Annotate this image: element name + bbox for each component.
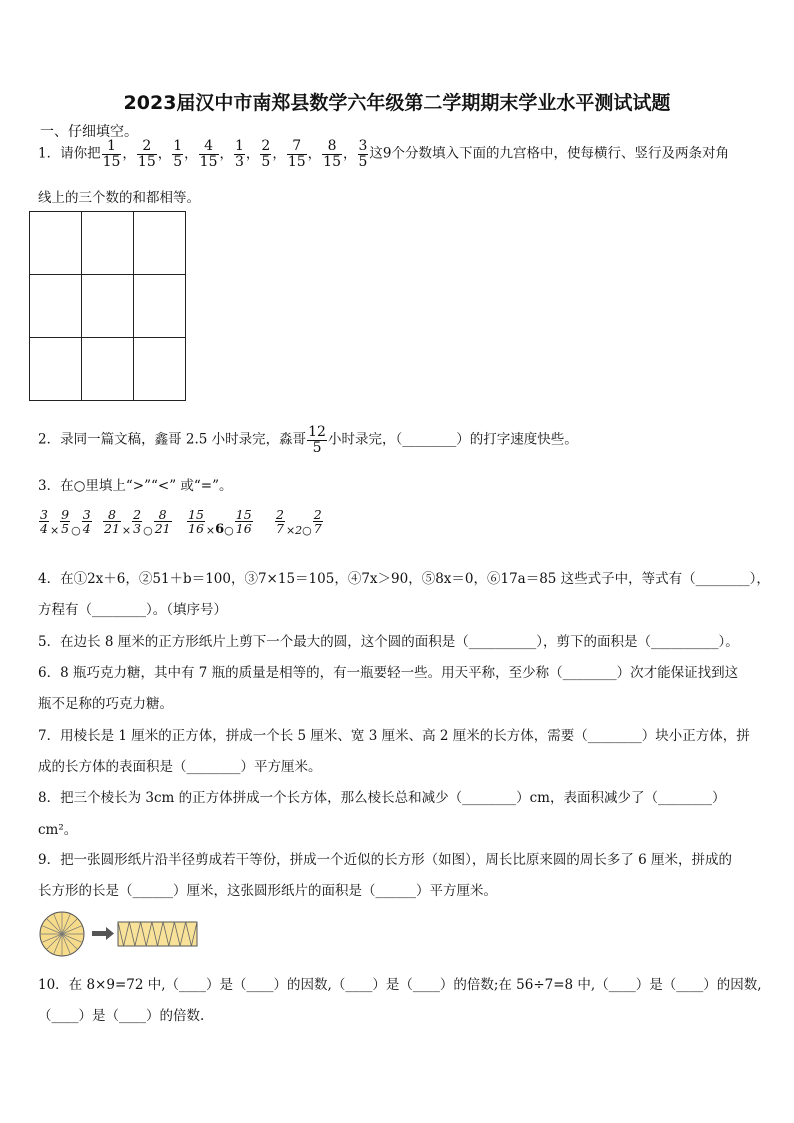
question-4-line-2: 方程有（________）。（填序号） xyxy=(38,602,227,618)
grid-cell[interactable] xyxy=(30,212,82,275)
q1-prefix: 1．请你把 xyxy=(38,145,101,162)
approx-rectangle xyxy=(118,922,197,946)
question-6-line-1: 6．8 瓶巧克力糖，其中有 7 瓶的质量是相等的，有一瓶要轻一些。用天平称，至少称（________）次才能保证找到这 xyxy=(38,665,739,681)
q1-fraction: $\frac{1}{5}$ xyxy=(173,138,183,170)
question-4-line-1: 4．在①2x＋6，②51＋b＝100，③7×15＝105，④7x＞90，⑤8x＝0，⑥17a＝85 这些式子中，等式有（________）， xyxy=(38,571,770,587)
q3-expression-1: $\frac{3}{4}$ $_\times$ $\frac{9}{5}$ $_○$ $\frac{3}{4}$ xyxy=(40,507,91,538)
question-10-line-2: （____）是（____）的倍数. xyxy=(38,1008,205,1024)
grid-cell[interactable] xyxy=(82,275,134,338)
question-2 xyxy=(38,425,760,455)
question-10-line-1: 10．在 8×9=72 中,（____）是（____）的因数,（____）是（____）的倍数;在 56÷7=8 中,（____）是（____）的因数, xyxy=(38,977,762,993)
grid-cell[interactable] xyxy=(134,338,186,401)
q2-text-b: 小时录完，（________）的打字速度快些。 xyxy=(327,431,578,448)
compare-circle[interactable]: ○ xyxy=(71,524,81,538)
section-heading: 一、仔细填空。 xyxy=(40,124,138,140)
grid-cell[interactable] xyxy=(30,275,82,338)
question-9-line-2: 长方形的长是（______）厘米，这张圆形纸片的面积是（______）平方厘米。 xyxy=(38,883,497,899)
q1-fraction: $\frac{2}{15}$ xyxy=(137,138,156,170)
q1-fraction: $\frac{3}{5}$ xyxy=(358,138,368,170)
q1-suffix: 这9个分数填入下面的九宫格中，使每横行、竖行及两条对角 xyxy=(369,145,730,162)
q1-fraction-list: $\frac{1}{15}$ ， $\frac{2}{15}$ ， $\frac{1}{5}$ ， $\frac{4}{15}$ ， $\frac{1}{3}$ ， $\frac{2}{5}$ ， $\frac{7}{15}$ ， $\frac{8}{15}$ ， $\frac{3}{5}$ xyxy=(102,138,368,170)
q1-fraction: $\frac{1}{3}$ xyxy=(235,138,244,170)
compare-circle[interactable]: ○ xyxy=(143,524,153,538)
q1-fraction: $\frac{4}{15}$ xyxy=(199,138,218,170)
question-7-line-2: 成的长方体的表面积是（________）平方厘米。 xyxy=(38,759,322,775)
q3-expression-3: $\frac{15}{16}$ $_\times 6_○$ $\frac{15}{16}$ xyxy=(188,507,252,538)
q1-fraction: $\frac{1}{15}$ xyxy=(102,138,121,170)
arrow-icon xyxy=(92,927,114,940)
question-1-line-1 xyxy=(38,139,760,169)
compare-circle[interactable]: ○ xyxy=(224,524,234,538)
question-5: 5．在边长 8 厘米的正方形纸片上剪下一个最大的圆，这个圆的面积是（__________），剪下的面积是（__________）。 xyxy=(38,634,739,650)
question-8-line-2: cm²。 xyxy=(38,822,78,838)
question-6-line-2: 瓶不足称的巧克力糖。 xyxy=(38,696,173,712)
q1-fraction: $\frac{2}{5}$ xyxy=(261,138,271,170)
q2-numerator: 12 xyxy=(308,424,326,440)
question-1-line-2: 线上的三个数的和都相等。 xyxy=(38,190,200,206)
question-7-line-1: 7．用棱长是 1 厘米的正方体，拼成一个长 5 厘米、宽 3 厘米、高 2 厘米的长方体，需要（________）块小正方体，拼 xyxy=(38,728,750,744)
sectored-circle xyxy=(40,912,84,956)
q2-denominator: 5 xyxy=(312,439,322,456)
grid-cell[interactable] xyxy=(30,338,82,401)
question-3: 3．在○里填上“>”“<” 或“=”。 xyxy=(38,478,233,494)
grid-cell[interactable] xyxy=(134,212,186,275)
q2-text-a: 2．录同一篇文稿，鑫哥 2.5 小时录完，淼哥 xyxy=(38,431,307,448)
q1-fraction: $\frac{8}{15}$ xyxy=(323,138,341,170)
question-8-line-1: 8．把三个棱长为 3cm 的正方体拼成一个长方体，那么棱长总和减少（________）cm，表面积减少了（________） xyxy=(38,790,726,806)
circle-to-rectangle-figure xyxy=(38,911,203,957)
grid-cell[interactable] xyxy=(82,338,134,401)
q3-expression-2: $\frac{8}{21}$ $_\times$ $\frac{2}{3}$ $_○$ $\frac{8}{21}$ xyxy=(104,507,171,538)
grid-cell[interactable] xyxy=(82,212,134,275)
q2-fraction xyxy=(307,425,327,455)
q3-expression-4: $\frac{2}{7}$ $_{\times 2○}$ $\frac{2}{7}$ xyxy=(276,507,322,538)
q1-fraction: $\frac{7}{15}$ xyxy=(287,138,306,170)
compare-circle[interactable]: ○ xyxy=(302,524,312,538)
nine-square-grid xyxy=(29,211,186,401)
page-title: 2023届汉中市南郑县数学六年级第二学期期末学业水平测试试题 xyxy=(123,92,671,114)
question-9-line-1: 9．把一张圆形纸片沿半径剪成若干等份，拼成一个近似的长方形（如图），周长比原来圆的周长多了 6 厘米，拼成的 xyxy=(38,852,733,868)
grid-cell[interactable] xyxy=(134,275,186,338)
